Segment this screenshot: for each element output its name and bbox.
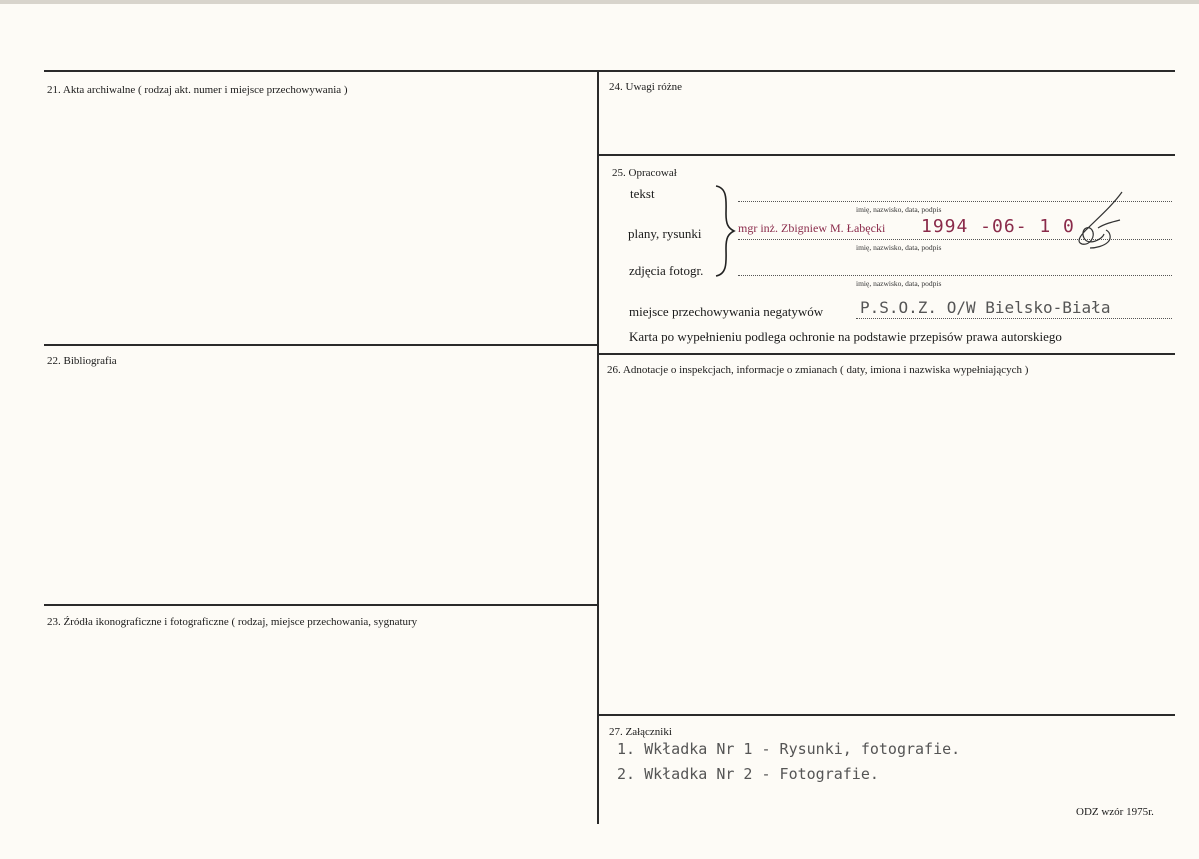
signature-icon [1068, 190, 1134, 256]
rule-top [44, 70, 1175, 72]
rule-vertical [597, 70, 599, 824]
caption-1: imię, nazwisko, data, podpis [856, 205, 942, 214]
zdjecia-line [738, 275, 1172, 276]
section-24-label: 24. Uwagi różne [609, 81, 683, 93]
section-27-label: 27. Załączniki [609, 726, 672, 738]
caption-2: imię, nazwisko, data, podpis [856, 243, 942, 252]
negatives-line [856, 318, 1172, 319]
section-22-label: 22. Bibliografia [47, 355, 117, 367]
rule-26-27 [598, 714, 1175, 716]
negatives-label: miejsce przechowywania negatywów [629, 304, 824, 319]
tekst-label: tekst [630, 186, 655, 201]
top-edge-strip [0, 0, 1199, 4]
zdjecia-label: zdjęcia fotogr. [629, 263, 704, 278]
curly-brace-icon [712, 184, 738, 278]
rule-24-25 [598, 154, 1175, 156]
negatives-value: P.S.O.Z. O/W Bielsko-Biała [860, 298, 1111, 317]
rule-21-22 [44, 344, 598, 346]
rule-25-26 [598, 353, 1175, 355]
attachment-item-2: 2. Wkładka Nr 2 - Fotografie. [617, 765, 879, 783]
section-25-label: 25. Opracował [612, 167, 677, 179]
plany-label: plany, rysunki [628, 226, 702, 241]
author-stamp: mgr inż. Zbigniew M. Łabęcki [738, 221, 886, 235]
section-26-label: 26. Adnotacje o inspekcjach, informacje o zmianach ( daty, imiona i nazwiska wypełniających ) [607, 364, 1029, 376]
caption-3: imię, nazwisko, data, podpis [856, 279, 942, 288]
rule-22-23 [44, 604, 598, 606]
date-stamp: 1994 -06- 1 0 [921, 216, 1075, 237]
attachment-item-1: 1. Wkładka Nr 1 - Rysunki, fotografie. [617, 740, 961, 758]
form-version: ODZ wzór 1975r. [1076, 806, 1154, 818]
copyright-note: Karta po wypełnieniu podlega ochronie na podstawie przepisów prawa autorskiego [629, 329, 1062, 344]
section-23-label: 23. Źródła ikonograficzne i fotograficzne ( rodzaj, miejsce przechowania, sygnatury [47, 616, 418, 628]
section-21-label: 21. Akta archiwalne ( rodzaj akt. numer i miejsce przechowywania ) [47, 84, 348, 96]
